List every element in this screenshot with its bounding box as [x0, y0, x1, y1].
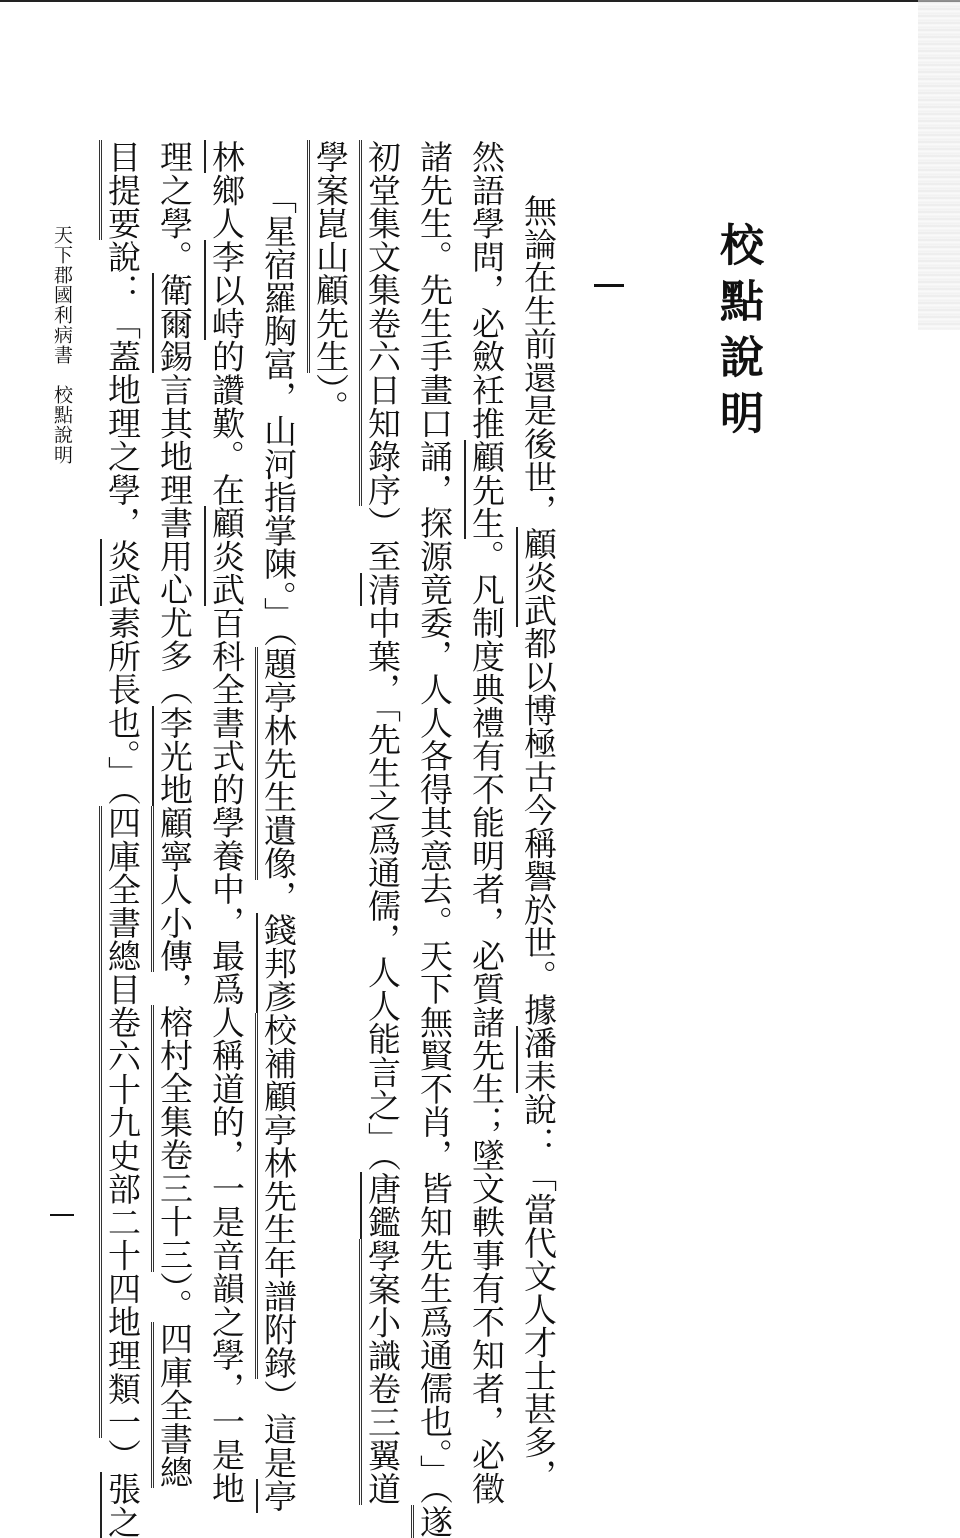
proper-noun-mark: 潘耒: [516, 1026, 558, 1093]
text-run: ）這是: [259, 1379, 298, 1480]
text-column-1: [517, 194, 559, 1492]
proper-noun-mark: 唐鑑: [360, 1172, 402, 1239]
text-column-8: [153, 140, 195, 1488]
proper-noun-mark: 張之: [100, 1472, 142, 1538]
text-run: 中葉，「先生之爲通儒，人人能言之」（: [363, 605, 402, 1172]
text-run: 無論在生前還是後世，: [519, 194, 558, 527]
text-column-5: [309, 140, 351, 423]
text-run: 。凡制度典禮有不能明者，必質諸先生；墜文軼事有不知者，必徵: [467, 539, 506, 1505]
proper-noun-mark: 衛爾錫: [152, 273, 194, 373]
text-run: 然語學問，必斂衽推: [467, 140, 506, 440]
top-border-line: [0, 0, 960, 2]
proper-noun-mark: 炎武: [100, 539, 142, 606]
scan-edge-noise: [918, 0, 960, 330]
text-run: ，: [155, 972, 194, 1006]
text-column-2: [465, 140, 507, 1505]
text-column-7: [205, 140, 247, 1505]
book-title-mark: 榕村全集卷三十三: [151, 1005, 194, 1271]
proper-noun-mark: 亭: [256, 1479, 298, 1512]
text-run: 鄉人: [207, 173, 246, 240]
proper-noun-mark: 清: [360, 573, 402, 606]
text-run: 說：「當代文人才士甚多，: [519, 1092, 558, 1492]
text-run: ）。: [155, 1271, 194, 1322]
book-title-mark: 校補顧亭林先生年譜附錄: [255, 1013, 298, 1379]
text-run: 說：「蓋地理之學，: [103, 239, 142, 540]
text-run: 諸先生。先生手畫口誦，探源竟委，人人各得其意去。天下無賢不肖，皆知先生爲通儒也。」（: [415, 140, 454, 1505]
text-column-9: [101, 140, 143, 1538]
text-run: 「星宿羅胸富，山河指掌陳。」（: [259, 181, 298, 648]
chapter-mark: [594, 284, 624, 287]
page-number: [50, 1214, 74, 1216]
book-title-mark: 學案小識卷三翼道: [359, 1239, 402, 1505]
book-title-mark: 學案崑山顧先生: [307, 140, 350, 373]
text-run: 言其地理書用心尤多（: [155, 372, 194, 706]
text-run: 都以博極古今稱譽於世。據: [519, 626, 558, 1027]
text-run: 理之學。: [155, 140, 194, 274]
text-column-3: [413, 140, 455, 1538]
text-run: ）: [103, 1438, 142, 1472]
book-title-mark: 目提要: [99, 140, 142, 240]
proper-noun-mark: 李光地: [152, 706, 194, 806]
text-run: ）至: [363, 506, 402, 573]
proper-noun-mark: 林: [204, 140, 246, 173]
text-run: 百科全書式的學養中，最爲人稱道的，一是音韻之學，一是地: [207, 605, 246, 1505]
book-title-mark: 初堂集文集卷六日知錄序: [359, 140, 402, 506]
book-title-mark: 四庫全書總: [151, 1322, 194, 1488]
text-run: ，: [259, 880, 298, 914]
text-column-4: [361, 140, 403, 1505]
running-head: 天下郡國利病書 校點說明: [51, 225, 73, 465]
page-title: 校點說明: [712, 222, 763, 446]
proper-noun-mark: 李以峙: [204, 240, 246, 340]
proper-noun-mark: 錢邦彥: [256, 913, 298, 1013]
proper-noun-mark: 顧炎武: [516, 527, 558, 627]
text-run: ）。: [311, 372, 350, 424]
text-run: 的讚歎。在: [207, 339, 246, 507]
book-title-mark: 顧寧人小傳: [151, 806, 194, 972]
text-run: 素所長也。」（: [103, 605, 142, 806]
text-column-6: [257, 181, 299, 1513]
proper-noun-mark: 顧炎武: [204, 506, 246, 606]
book-title-mark: 題亭林先生遺像: [255, 647, 298, 880]
book-title-mark: 遂: [411, 1505, 454, 1538]
book-title-mark: 四庫全書總目卷六十九史部二十四地理類一: [99, 806, 142, 1438]
proper-noun-mark: 顧先生: [464, 440, 506, 540]
